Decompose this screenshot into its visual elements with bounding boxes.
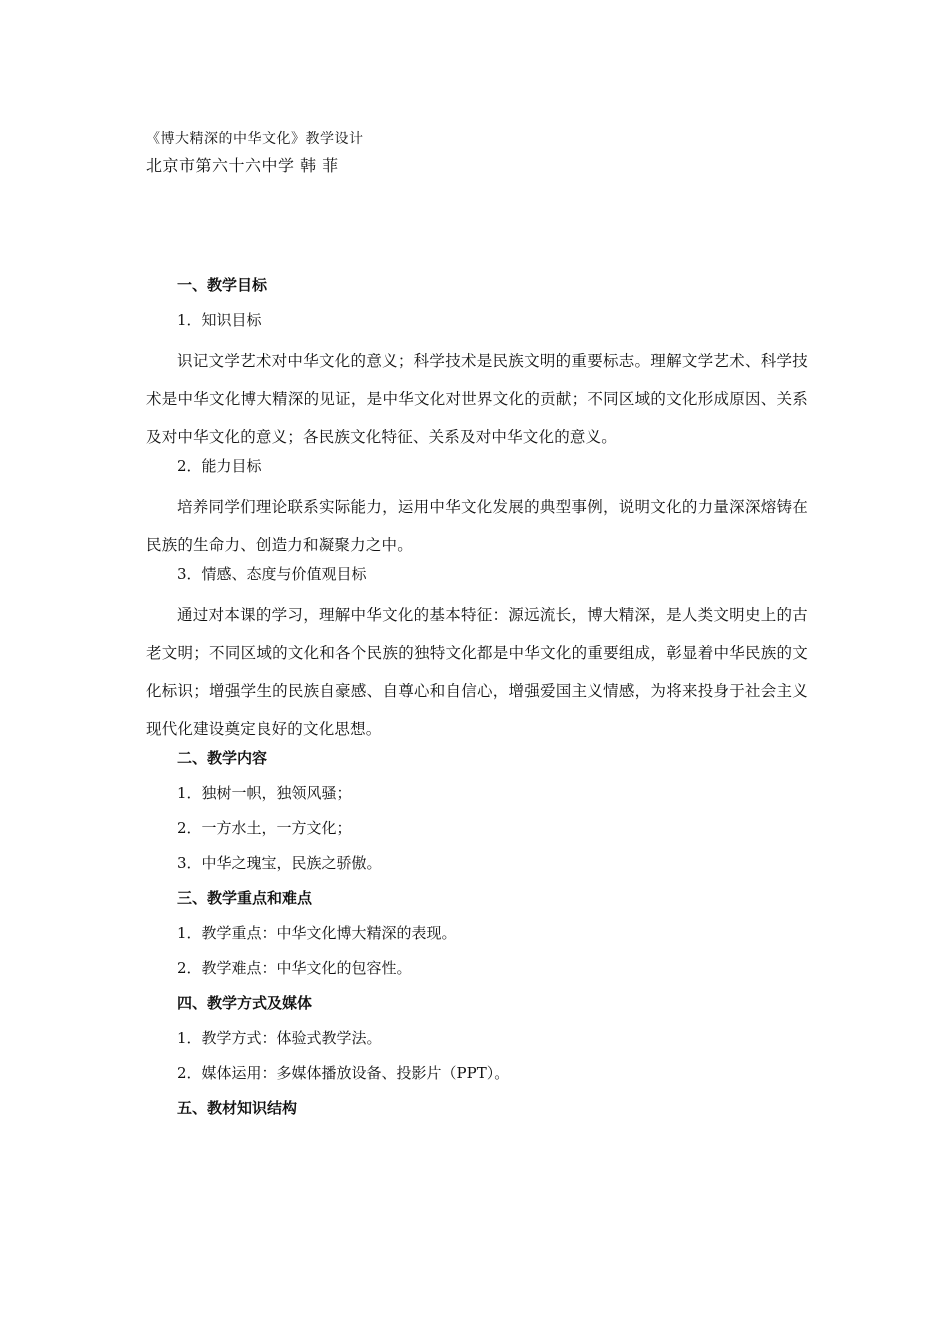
- list-item: 3．中华之瑰宝，民族之骄傲。: [177, 854, 382, 872]
- list-item: 2．媒体运用：多媒体播放设备、投影片（PPT）。: [177, 1064, 510, 1082]
- section-heading-structure: 五、教材知识结构: [177, 1099, 298, 1117]
- section-heading-key-points: 三、教学重点和难点: [177, 889, 313, 907]
- author-line: 北京市第六十六中学 韩 菲: [146, 156, 339, 175]
- list-item: 2．教学难点：中华文化的包容性。: [177, 959, 412, 977]
- document-title: 《博大精深的中华文化》教学设计: [146, 131, 364, 147]
- list-item: 1．教学重点：中华文化博大精深的表现。: [177, 924, 457, 942]
- paragraph-ability: 培养同学们理论联系实际能力，运用中华文化发展的典型事例，说明文化的力量深深熔铸在民族的生命力、创造力和凝聚力之中。: [146, 498, 808, 554]
- section-heading-methods: 四、教学方式及媒体: [177, 994, 313, 1012]
- list-item: 1．教学方式：体验式教学法。: [177, 1029, 382, 1047]
- subheading-emotion: 3．情感、态度与价值观目标: [177, 565, 367, 583]
- subheading-ability: 2．能力目标: [177, 457, 262, 475]
- list-item: 1．独树一帜，独领风骚；: [177, 784, 352, 802]
- paragraph-emotion: 通过对本课的学习，理解中华文化的基本特征：源远流长，博大精深，是人类文明史上的古老文明；不同区域的文化和各个民族的独特文化都是中华文化的重要组成，彰显着中华民族的文化标识；增强学生的民族自豪感、自尊心和自信心，增强爱国主义情感，为将来投身于社会主义现代化建设奠定良好的文化思想。: [146, 606, 808, 738]
- document-body: [146, 272, 808, 1130]
- list-item: 2．一方水土，一方文化；: [177, 819, 352, 837]
- section-heading-objectives: 一、教学目标: [177, 276, 268, 294]
- section-heading-content: 二、教学内容: [177, 749, 268, 767]
- subheading-knowledge: 1．知识目标: [177, 311, 262, 329]
- paragraph-knowledge: 识记文学艺术对中华文化的意义；科学技术是民族文明的重要标志。理解文学艺术、科学技术是中华文化博大精深的见证，是中华文化对世界文化的贡献；不同区域的文化形成原因、关系及对中华文化的意义；各民族文化特征、关系及对中华文化的意义。: [146, 352, 808, 446]
